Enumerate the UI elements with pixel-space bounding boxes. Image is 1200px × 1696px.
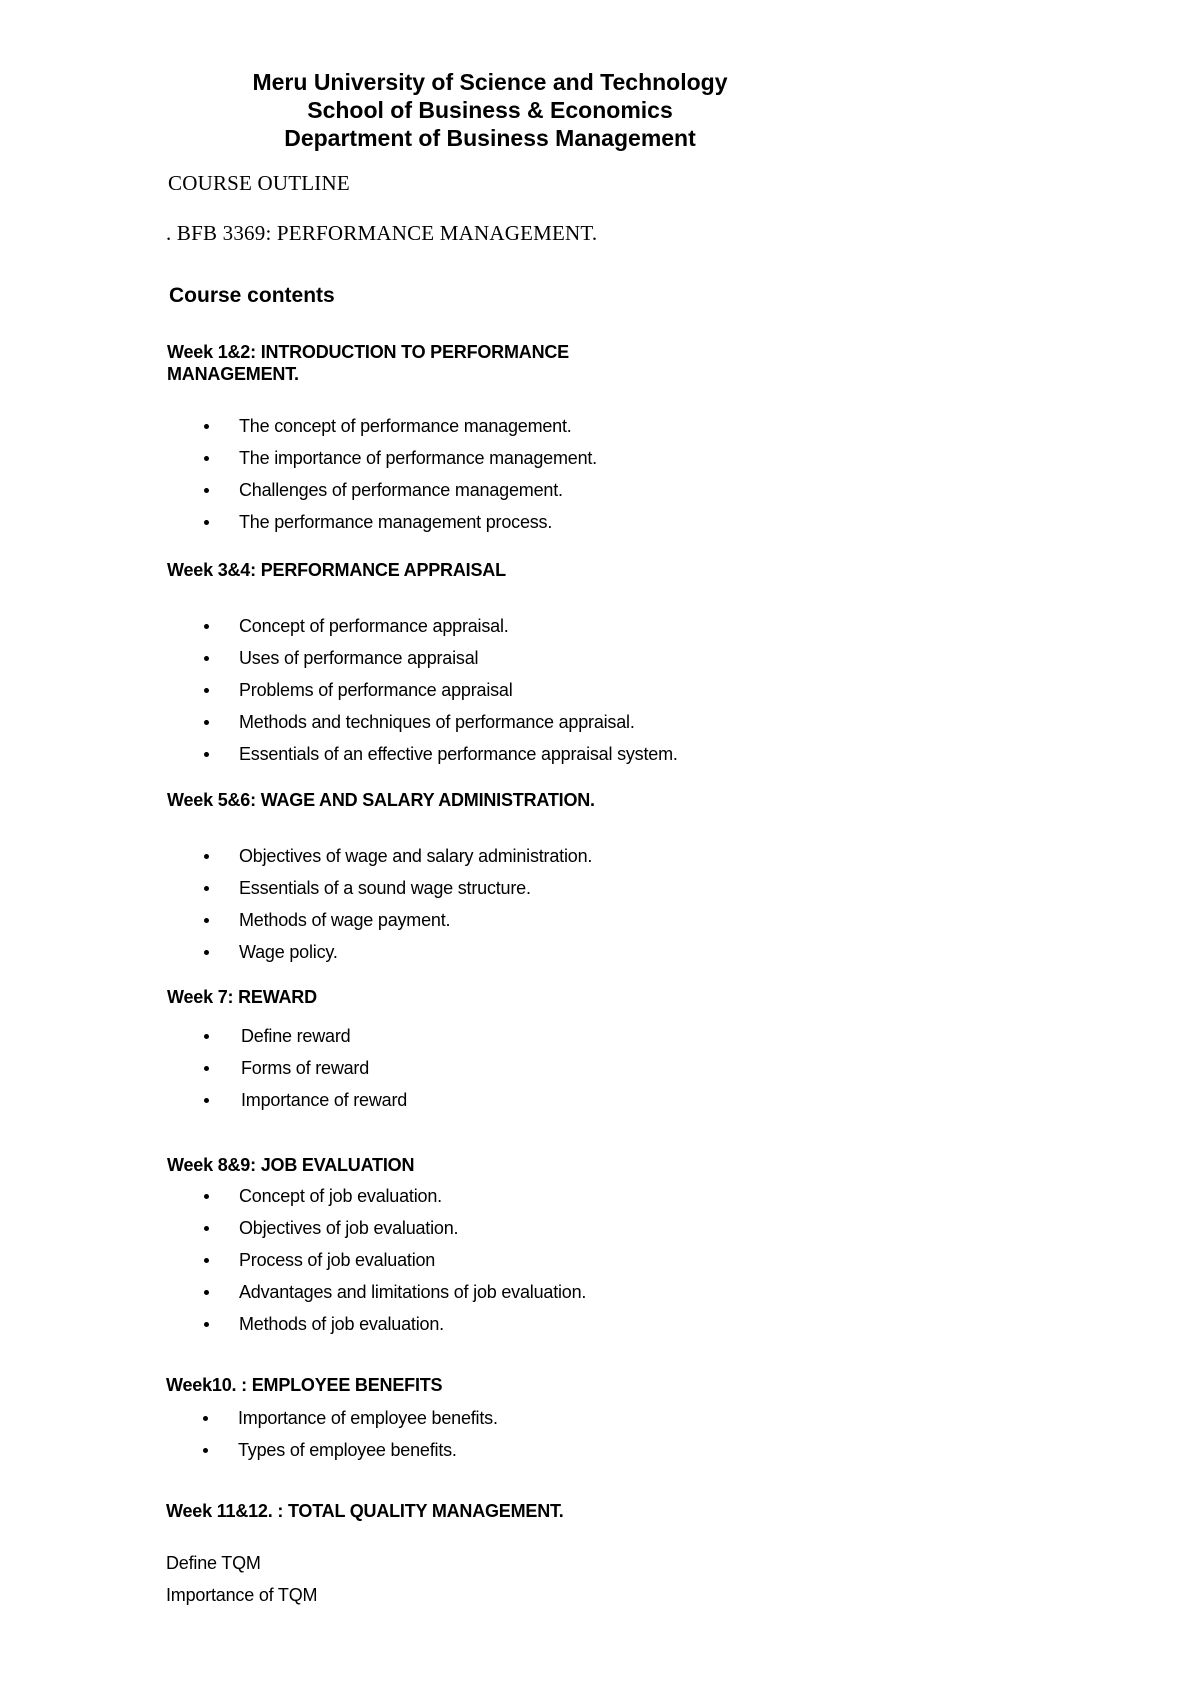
list-item: Uses of performance appraisal <box>167 642 1067 674</box>
topic-list <box>166 1402 1066 1466</box>
list-item: The performance management process. <box>167 506 1067 538</box>
week-section-7 <box>167 986 1067 1116</box>
list-item: Essentials of a sound wage structure. <box>167 872 1067 904</box>
week-title: Week 8&9: JOB EVALUATION <box>167 1155 415 1175</box>
list-item: Methods of wage payment. <box>167 904 1067 936</box>
week-section-8-9 <box>167 1154 1067 1340</box>
list-item: Forms of reward <box>167 1052 1067 1084</box>
week-section-3-4 <box>167 559 1067 770</box>
list-item: Importance of reward <box>167 1084 1067 1116</box>
list-item: Challenges of performance management. <box>167 474 1067 506</box>
list-item: Essentials of an effective performance appraisal system. <box>167 738 1067 770</box>
list-item: Methods and techniques of performance appraisal. <box>167 706 1067 738</box>
list-item: The concept of performance management. <box>167 410 1067 442</box>
list-item: The importance of performance management. <box>167 442 1067 474</box>
list-item: Concept of performance appraisal. <box>167 610 1067 642</box>
department-name: Department of Business Management <box>284 125 696 151</box>
list-item: Define reward <box>167 1020 1067 1052</box>
list-item: Advantages and limitations of job evaluation. <box>167 1276 1067 1308</box>
list-item: Methods of job evaluation. <box>167 1308 1067 1340</box>
list-item: Problems of performance appraisal <box>167 674 1067 706</box>
list-item: Process of job evaluation <box>167 1244 1067 1276</box>
week-title: Week 3&4: PERFORMANCE APPRAISAL <box>167 560 506 580</box>
list-item: Types of employee benefits. <box>166 1434 1066 1466</box>
document-header <box>0 68 980 152</box>
week-title: Week10. : EMPLOYEE BENEFITS <box>166 1375 443 1395</box>
week-title: Week 1&2: INTRODUCTION TO PERFORMANCE MANAGEMENT. <box>167 342 569 384</box>
topic-list <box>167 840 1067 968</box>
week-title: Week 5&6: WAGE AND SALARY ADMINISTRATION. <box>167 790 595 810</box>
topic-list <box>167 1020 1067 1116</box>
week-title: Week 7: REWARD <box>167 987 317 1007</box>
topic-list <box>167 610 1067 770</box>
week-section-1-2 <box>167 341 1067 538</box>
list-item: Importance of employee benefits. <box>166 1402 1066 1434</box>
university-name: Meru University of Science and Technology <box>252 69 728 95</box>
topic-list <box>167 1180 1067 1340</box>
week-section-10 <box>166 1374 1066 1466</box>
list-item: Wage policy. <box>167 936 1067 968</box>
list-item: Objectives of wage and salary administration. <box>167 840 1067 872</box>
week-section-5-6 <box>167 789 1067 968</box>
topic-list <box>167 410 1067 538</box>
week-title: Week 11&12. : TOTAL QUALITY MANAGEMENT. <box>166 1501 564 1521</box>
course-contents-heading: Course contents <box>169 284 335 307</box>
course-code-title: . BFB 3369: PERFORMANCE MANAGEMENT. <box>166 221 598 245</box>
list-item: Objectives of job evaluation. <box>167 1212 1067 1244</box>
week-section-11-12 <box>166 1500 1066 1611</box>
topic-lines <box>166 1547 1066 1611</box>
list-item: Concept of job evaluation. <box>167 1180 1067 1212</box>
school-name: School of Business & Economics <box>307 97 673 123</box>
course-outline-label: COURSE OUTLINE <box>168 171 350 195</box>
list-item: Importance of TQM <box>166 1585 318 1605</box>
list-item: Define TQM <box>166 1553 261 1573</box>
